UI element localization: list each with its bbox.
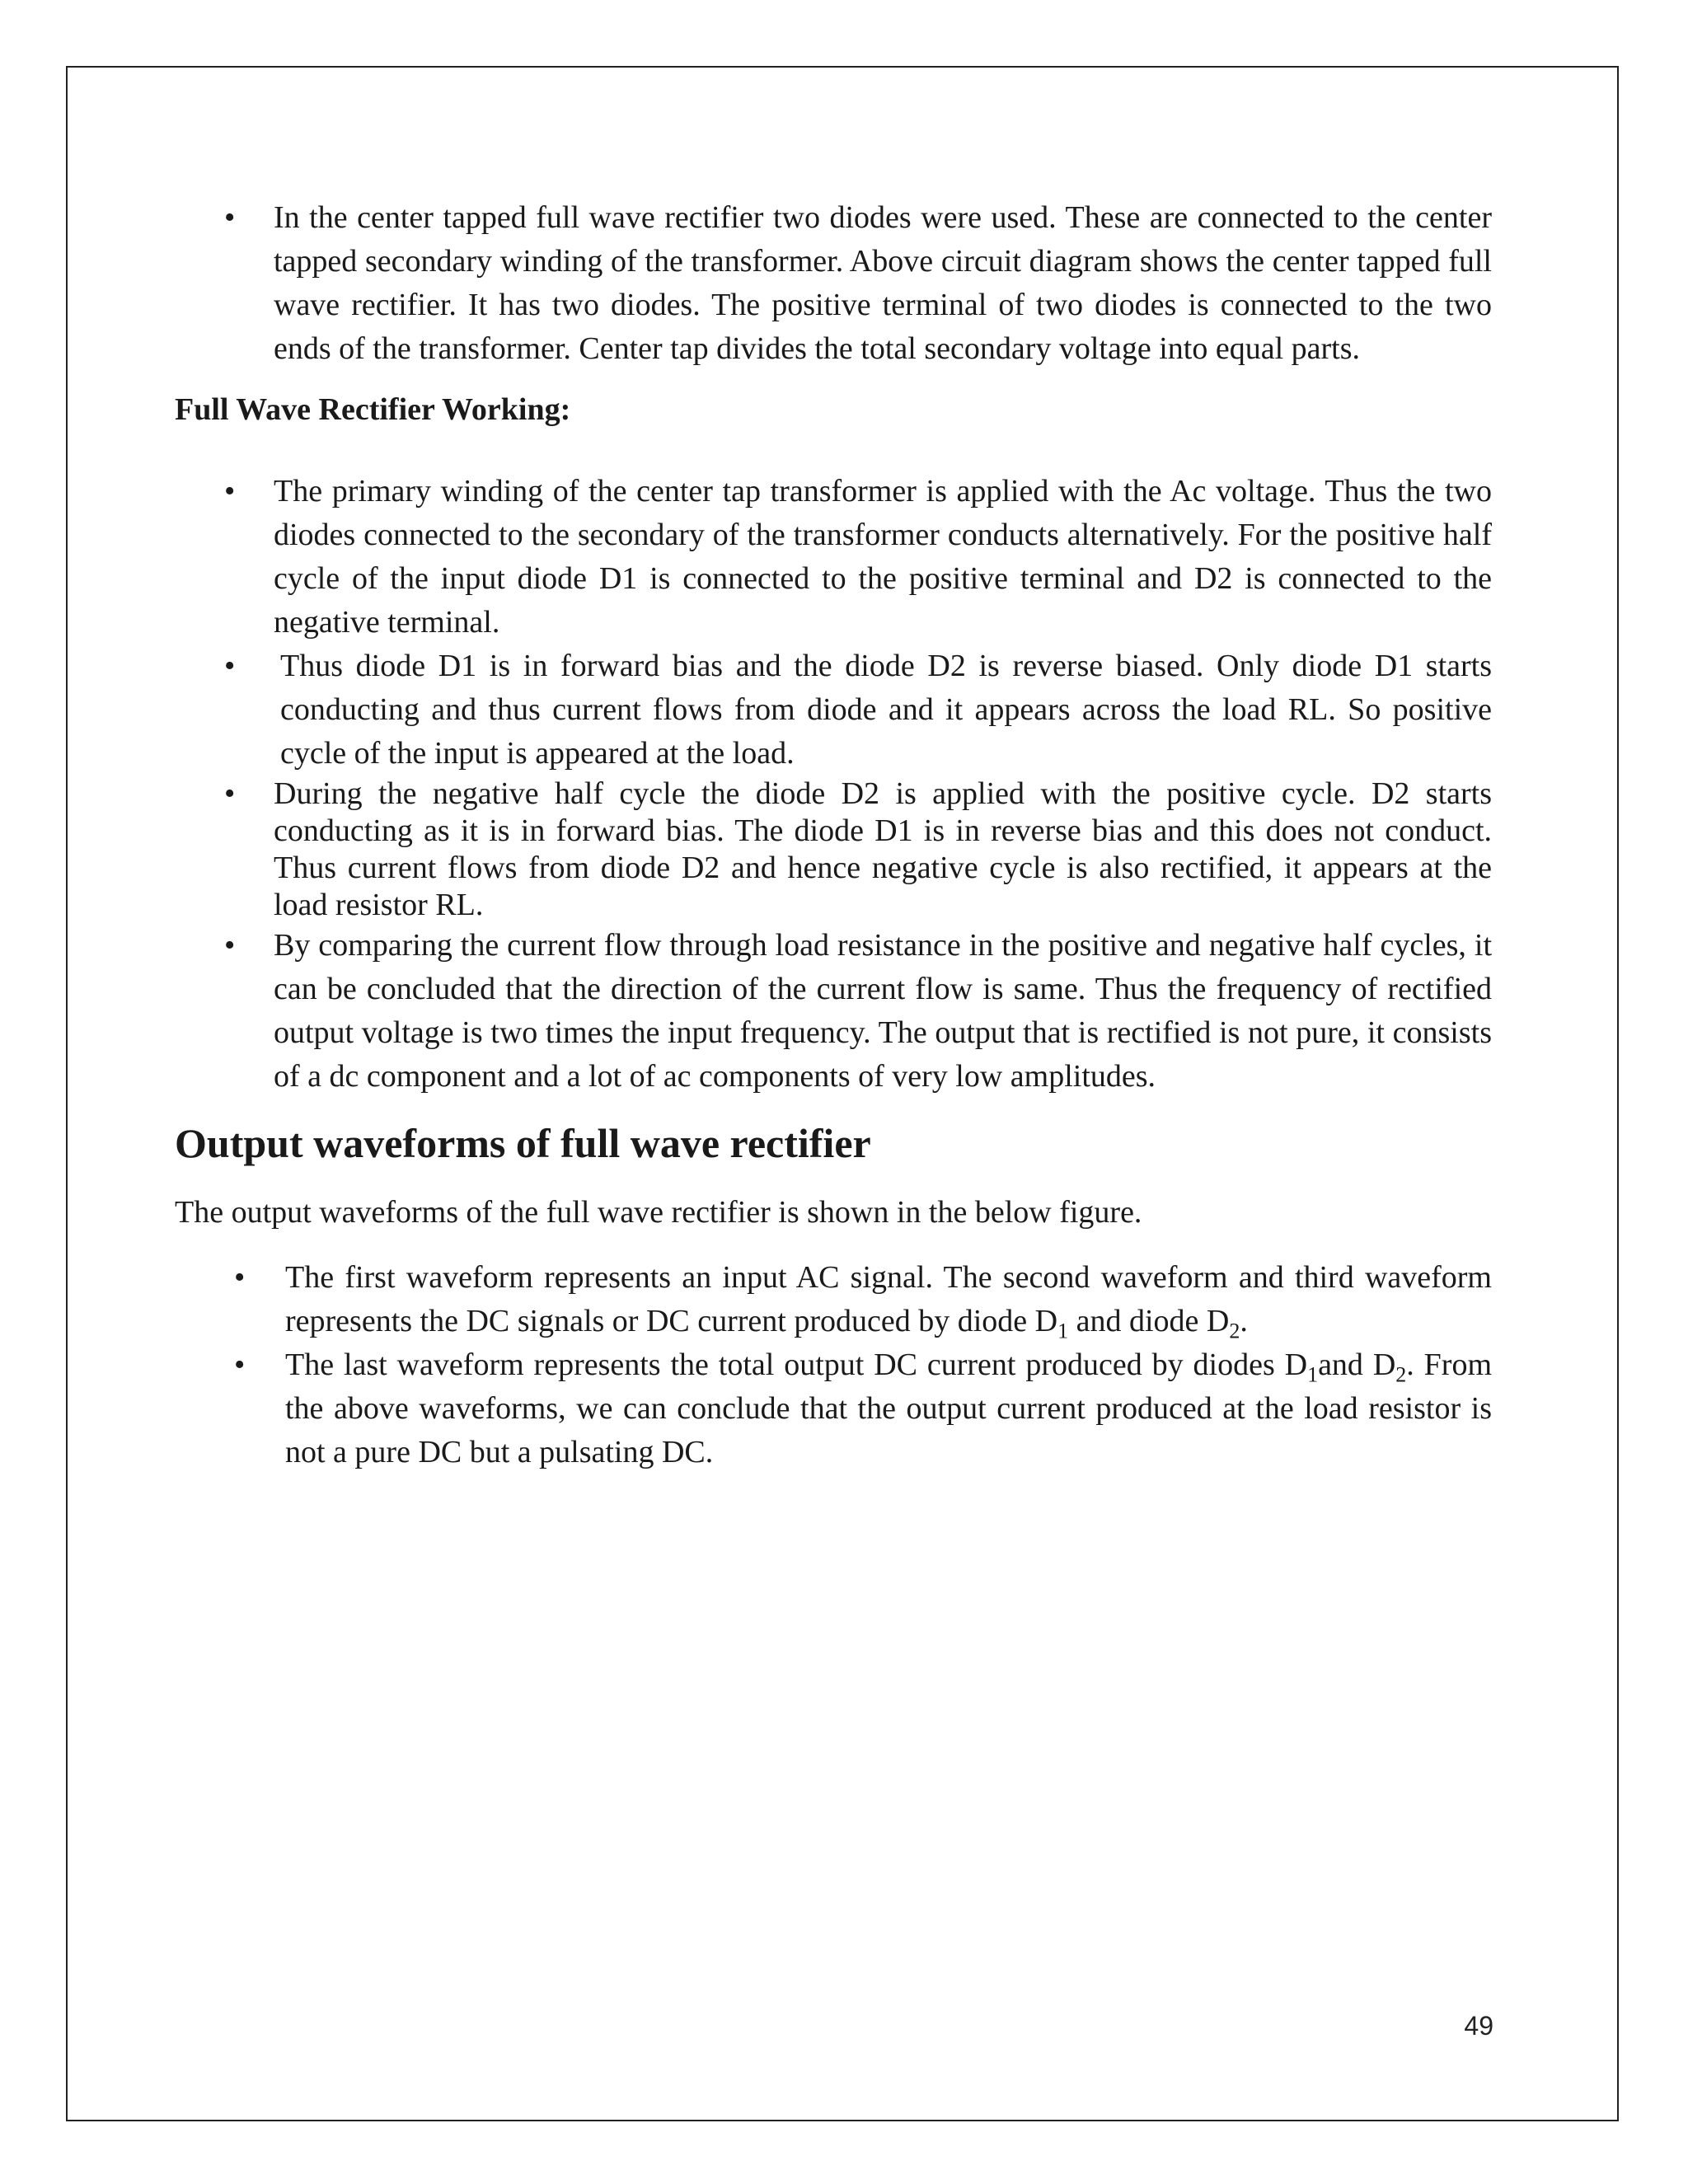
bullet-icon: • — [234, 1347, 246, 1382]
list-item-text: In the center tapped full wave rectifier two diodes were used. These are connected to the center tapped secondary winding of the transformer. Above circuit diagram shows the center tapped full wave rectifier. It has two diodes. The positive terminal of two diodes is connected to the two ends of the transformer. Center tap divides the total secondary voltage into equal parts. — [274, 200, 1492, 366]
list-item-text: The first waveform represents an input AC signal. The second waveform and third waveform represents the DC signals or DC current produced by diode $D_1$ and diode $D_2$. — [285, 1260, 1492, 1343]
bullet-icon: • — [224, 776, 236, 811]
bullet-icon: • — [224, 200, 236, 235]
working-heading: Full Wave Rectifier Working: — [175, 392, 571, 427]
waveforms-intro: The output waveforms of the full wave rectifier is shown in the below figure. — [175, 1195, 1142, 1230]
list-item — [175, 1343, 1492, 1474]
list-item — [175, 1256, 1492, 1343]
bullet-icon: • — [224, 928, 236, 963]
list-item — [175, 470, 1492, 644]
list-item — [175, 924, 1492, 1099]
working-list — [175, 470, 1492, 1099]
bullet-icon: • — [234, 1260, 246, 1295]
list-item-text: Thus diode D1 is in forward bias and the diode D2 is reverse biased. Only diode D1 starts conducting and thus current flows from diode and it appears across the load RL. So positive cycle of the input is appeared at the load. — [280, 649, 1492, 771]
page-number: 49 — [1464, 2011, 1493, 2041]
list-item-text: The primary winding of the center tap transformer is applied with the Ac voltage. Thus the two diodes connected to the secondary of the transformer conducts alternatively. For the positive half cycle of the input diode D1 is connected to the positive terminal and D2 is connected to the negative terminal. — [274, 474, 1492, 640]
list-item — [175, 644, 1492, 776]
section-title: Output waveforms of full wave rectifier — [175, 1120, 871, 1166]
page-content — [175, 196, 1492, 1474]
list-item — [175, 196, 1492, 371]
bullet-icon: • — [224, 474, 236, 509]
bullet-icon: • — [224, 649, 236, 683]
list-item-text: During the negative half cycle the diode D2 is applied with the positive cycle. D2 starts conducting as it is in forward bias. The diode D1 is in reverse bias and this does not conduct. Thus current flows from diode D2 and hence negative cycle is also rectified, it appears at the load resistor RL. — [274, 776, 1492, 922]
intro-list — [175, 196, 1492, 371]
list-item — [175, 776, 1492, 924]
list-item-text: The last waveform represents the total output DC current produced by diodes $D_1and$ $D_2$. From the above waveforms, we can conclude that the output current produced at the load resistor is not a pure DC but a pulsating DC. — [285, 1347, 1492, 1469]
waveforms-list — [175, 1256, 1492, 1474]
list-item-text: By comparing the current flow through load resistance in the positive and negative half cycles, it can be concluded that the direction of the current flow is same. Thus the frequency of rectified output voltage is two times the input frequency. The output that is rectified is not pure, it consists of a dc component and a lot of ac components of very low amplitudes. — [274, 928, 1492, 1094]
